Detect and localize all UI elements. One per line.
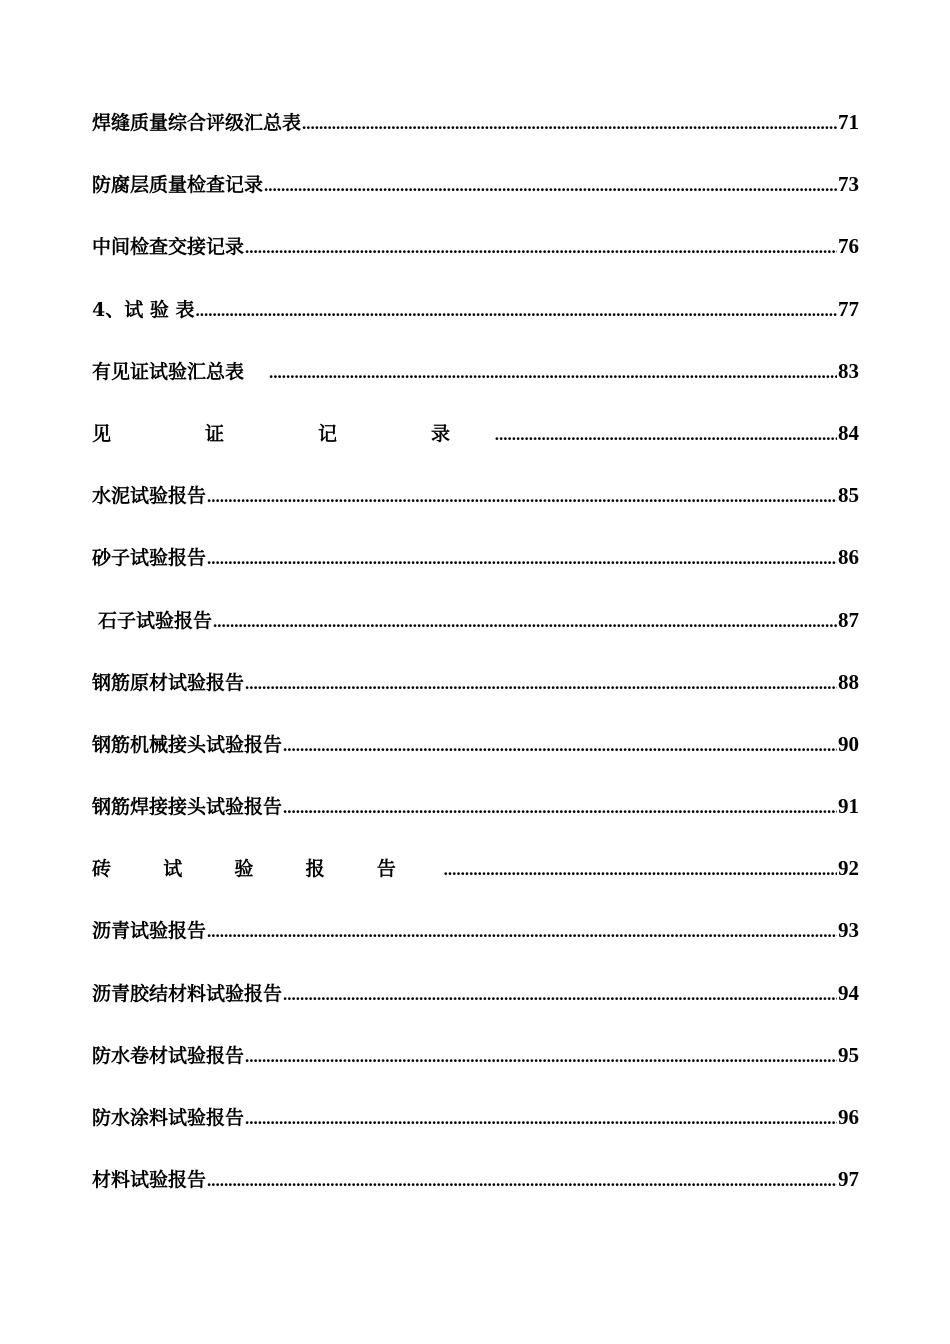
toc-entry[interactable] (92, 477, 859, 539)
toc-leader-dots (444, 852, 837, 888)
toc-entry[interactable] (92, 1161, 859, 1223)
toc-entry-title: 焊缝质量综合评级汇总表 (92, 112, 302, 134)
toc-entry-page: 96 (838, 1105, 859, 1129)
toc-entry[interactable] (92, 726, 859, 788)
toc-entry-page: 83 (838, 358, 859, 383)
toc-leader-dots (195, 293, 837, 329)
toc-leader-dots (213, 604, 837, 640)
toc-entry-title: 钢筋原材试验报告 (92, 671, 245, 694)
toc-entry-page: 73 (838, 172, 859, 197)
toc-leader-dots (245, 666, 837, 702)
toc-entry-page: 90 (838, 731, 859, 756)
toc-entry-title: 有见证试验汇总表 (92, 360, 245, 383)
toc-entry[interactable] (92, 166, 859, 228)
toc-entry[interactable] (92, 788, 859, 850)
toc-entry-page: 77 (838, 296, 859, 321)
toc-entry[interactable] (92, 602, 859, 664)
toc-entry-title: 水泥试验报告 (92, 485, 207, 508)
toc-entry-page: 97 (838, 1167, 859, 1192)
toc-leader-dots (245, 1039, 837, 1075)
toc-entry-page: 85 (838, 483, 859, 508)
toc-entry-page: 84 (838, 420, 859, 445)
toc-entry-title: 防水卷材试验报告 (92, 1044, 245, 1067)
toc-entry[interactable] (92, 850, 859, 912)
toc-entry[interactable] (92, 415, 859, 477)
toc-leader-dots (264, 168, 837, 204)
toc-entry-page: 95 (838, 1042, 859, 1067)
toc-leader-dots (283, 728, 837, 764)
toc-entry-title: 钢筋机械接头试验报告 (92, 733, 283, 756)
toc-entry[interactable] (92, 1099, 859, 1161)
toc-leader-dots (245, 1101, 837, 1137)
toc-entry-title: 沥青试验报告 (92, 920, 207, 943)
toc-entry[interactable] (92, 228, 859, 290)
toc-entry-page: 94 (838, 980, 859, 1005)
toc-entry[interactable] (92, 353, 859, 415)
toc-entry-page: 86 (838, 545, 859, 570)
toc-entry-title: 砂子试验报告 (92, 547, 207, 570)
toc-entry-page: 91 (838, 794, 859, 819)
toc-entry-title: 防水涂料试验报告 (92, 1107, 245, 1129)
toc-entry-title: 石子试验报告 (98, 609, 213, 632)
toc-entry[interactable] (92, 975, 859, 1037)
toc-entry-title: 见 证 记 录 (92, 422, 494, 445)
toc-entry-title: 沥青胶结材料试验报告 (92, 982, 283, 1005)
toc-leader-dots (269, 355, 837, 391)
toc-leader-dots (245, 230, 837, 266)
toc-entry-page: 87 (838, 607, 859, 632)
toc-leader-dots (207, 541, 837, 577)
toc-entry-page: 76 (838, 234, 859, 259)
toc-entry-title: 材料试验报告 (92, 1169, 207, 1192)
toc-leader-dots (207, 479, 837, 515)
toc-entry[interactable] (92, 539, 859, 601)
toc-entry[interactable] (92, 1037, 859, 1099)
table-of-contents (92, 104, 859, 1223)
toc-entry-title: 防腐层质量检查记录 (92, 174, 264, 197)
toc-leader-dots (495, 417, 837, 453)
toc-entry-page: 88 (838, 669, 859, 694)
toc-leader-dots (283, 977, 837, 1013)
toc-entry[interactable] (92, 912, 859, 974)
toc-entry-page: 71 (838, 110, 859, 134)
toc-entry-page: 93 (838, 918, 859, 943)
toc-entry-title: 4、试 验 表 (92, 298, 195, 321)
toc-entry-page: 92 (838, 856, 859, 881)
toc-leader-dots (302, 106, 837, 142)
toc-entry[interactable] (92, 291, 859, 353)
toc-entry-title: 钢筋焊接接头试验报告 (92, 796, 283, 819)
toc-entry[interactable] (92, 104, 859, 166)
toc-entry-title: 中间检查交接记录 (92, 236, 245, 259)
toc-leader-dots (207, 1163, 837, 1199)
toc-leader-dots (283, 790, 837, 826)
toc-entry-title: 砖 试 验 报 告 (92, 858, 419, 881)
toc-leader-dots (207, 914, 837, 950)
toc-entry[interactable] (92, 664, 859, 726)
